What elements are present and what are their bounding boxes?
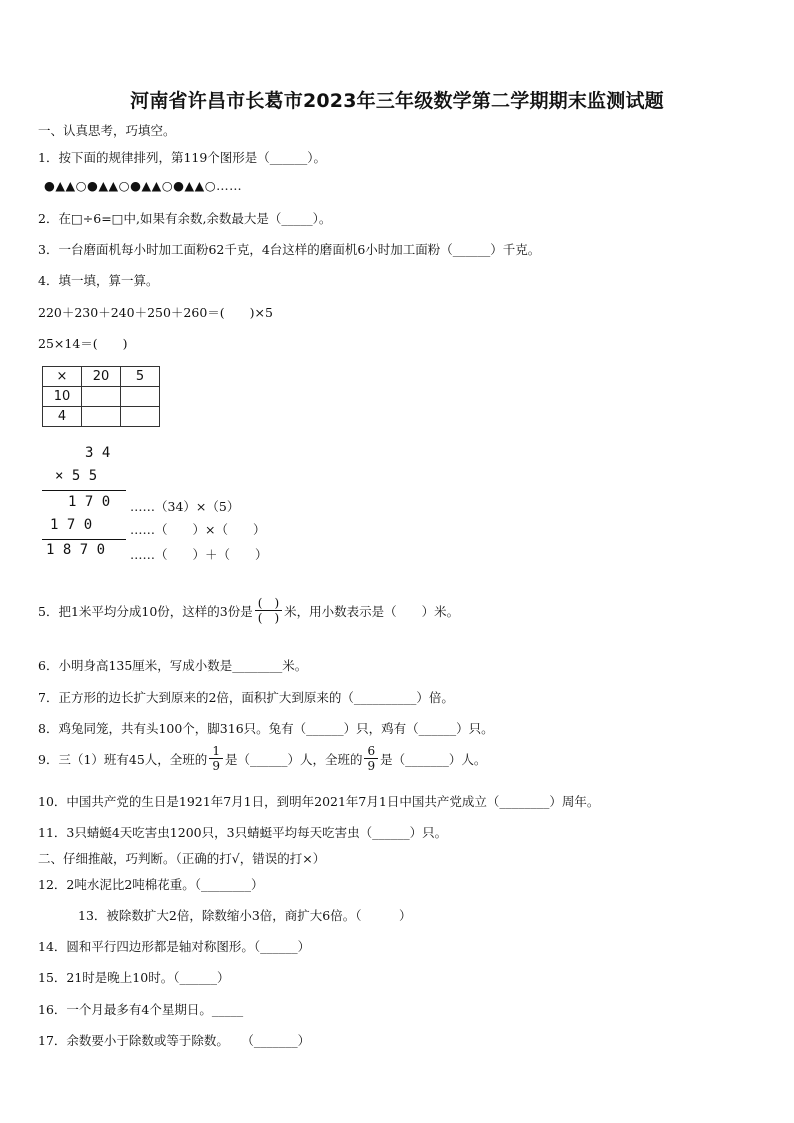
question-8: 8．鸡兔同笼，共有头100个，脚316只。兔有（______）只，鸡有（______）只。 (38, 721, 494, 736)
fraction-denominator: 9 (367, 759, 376, 773)
grid-cell-blank[interactable] (121, 387, 160, 407)
question-9-text-c: 是（_______）人。 (380, 751, 487, 767)
vertical-mult-partial-1: 1 7 0 (68, 494, 111, 510)
question-5-fraction (255, 596, 282, 625)
question-4: 4．填一填，算一算。 (38, 273, 159, 288)
question-4-line-1: 220＋230＋240＋250＋260＝( )×5 (38, 305, 273, 320)
question-3: 3．一台磨面机每小时加工面粉62千克，4台这样的磨面机6小时加工面粉（______）千克。 (38, 242, 541, 257)
grid-row-label-10: 10 (43, 387, 82, 407)
question-10: 10．中国共产党的生日是1921年7月1日，到明年2021年7月1日中国共产党成立（________）周年。 (38, 794, 600, 809)
question-9-text-b: 是（______）人，全班的 (224, 751, 363, 767)
grid-row-label-4: 4 (43, 407, 82, 427)
page-title: 河南省许昌市长葛市2023年三年级数学第二学期期末监测试题 (130, 90, 664, 112)
fraction-numerator: 6 (364, 744, 378, 759)
vertical-mult-rule-2 (42, 539, 126, 540)
vertical-mult-multiplicand: 3 4 (85, 445, 111, 461)
question-9-fraction-2 (364, 744, 378, 773)
question-12: 12．2吨水泥比2吨棉花重。（________） (38, 877, 264, 892)
question-9-fraction-1 (209, 744, 223, 773)
vertical-mult-rule-1 (42, 490, 126, 491)
question-1: 1．按下面的规律排列，第119个图形是（______）。 (38, 150, 327, 165)
vertical-mult-note-1: ……（34）×（5） (130, 499, 240, 514)
question-1-pattern: ●▲▲○●▲▲○●▲▲○●▲▲○…… (44, 178, 243, 193)
question-2: 2．在□÷6=□中,如果有余数,余数最大是（_____）。 (38, 211, 332, 226)
multiplication-grid (42, 366, 160, 427)
grid-cell-blank[interactable] (121, 407, 160, 427)
fraction-denominator: 9 (212, 759, 220, 773)
vertical-mult-note-2: ……（ ）×（ ） (130, 522, 266, 537)
question-7: 7．正方形的边长扩大到原来的2倍，面积扩大到原来的（__________）倍。 (38, 690, 454, 705)
vertical-mult-partial-2: 1 7 0 (50, 517, 93, 533)
grid-header-times: × (43, 367, 82, 387)
question-4-line-2: 25×14＝( ) (38, 336, 128, 351)
question-16: 16．一个月最多有4个星期日。_____ (38, 1002, 244, 1017)
grid-header-20: 20 (82, 367, 121, 387)
question-13: 13．被除数扩大2倍，除数缩小3倍，商扩大6倍。（ ） (78, 908, 412, 923)
vertical-mult-multiplier: × 5 5 (55, 468, 98, 484)
question-6: 6．小明身高135厘米，写成小数是________米。 (38, 658, 308, 673)
question-9-text-a: 9．三（1）班有45人，全班的 (38, 751, 208, 767)
fraction-numerator: 1 (209, 744, 223, 759)
question-5 (38, 596, 459, 625)
vertical-mult-sum: 1 8 7 0 (46, 542, 106, 558)
question-11: 11．3只蜻蜓4天吃害虫1200只，3只蜻蜓平均每天吃害虫（______）只。 (38, 825, 448, 840)
section-heading-true-false: 二、仔细推敲，巧判断。（正确的打√，错误的打×） (38, 851, 326, 866)
question-9 (38, 744, 486, 773)
section-heading-fill-blank: 一、认真思考，巧填空。 (38, 123, 176, 138)
grid-header-5: 5 (121, 367, 160, 387)
vertical-mult-note-3: ……（ ）＋（ ） (130, 547, 268, 562)
question-15: 15．21时是晚上10时。（______） (38, 970, 230, 985)
grid-cell-blank[interactable] (82, 407, 121, 427)
fraction-denominator-blank[interactable]: ( ) (257, 611, 280, 625)
question-17: 17．余数要小于除数或等于除数。 （_______） (38, 1033, 311, 1048)
question-14: 14．圆和平行四边形都是轴对称图形。（______） (38, 939, 311, 954)
grid-cell-blank[interactable] (82, 387, 121, 407)
question-5-text-a: 5．把1米平均分成10份，这样的3份是 (38, 603, 253, 619)
fraction-numerator-blank[interactable]: ( ) (255, 596, 282, 611)
question-5-text-b: 米，用小数表示是（ ）米。 (284, 603, 460, 619)
